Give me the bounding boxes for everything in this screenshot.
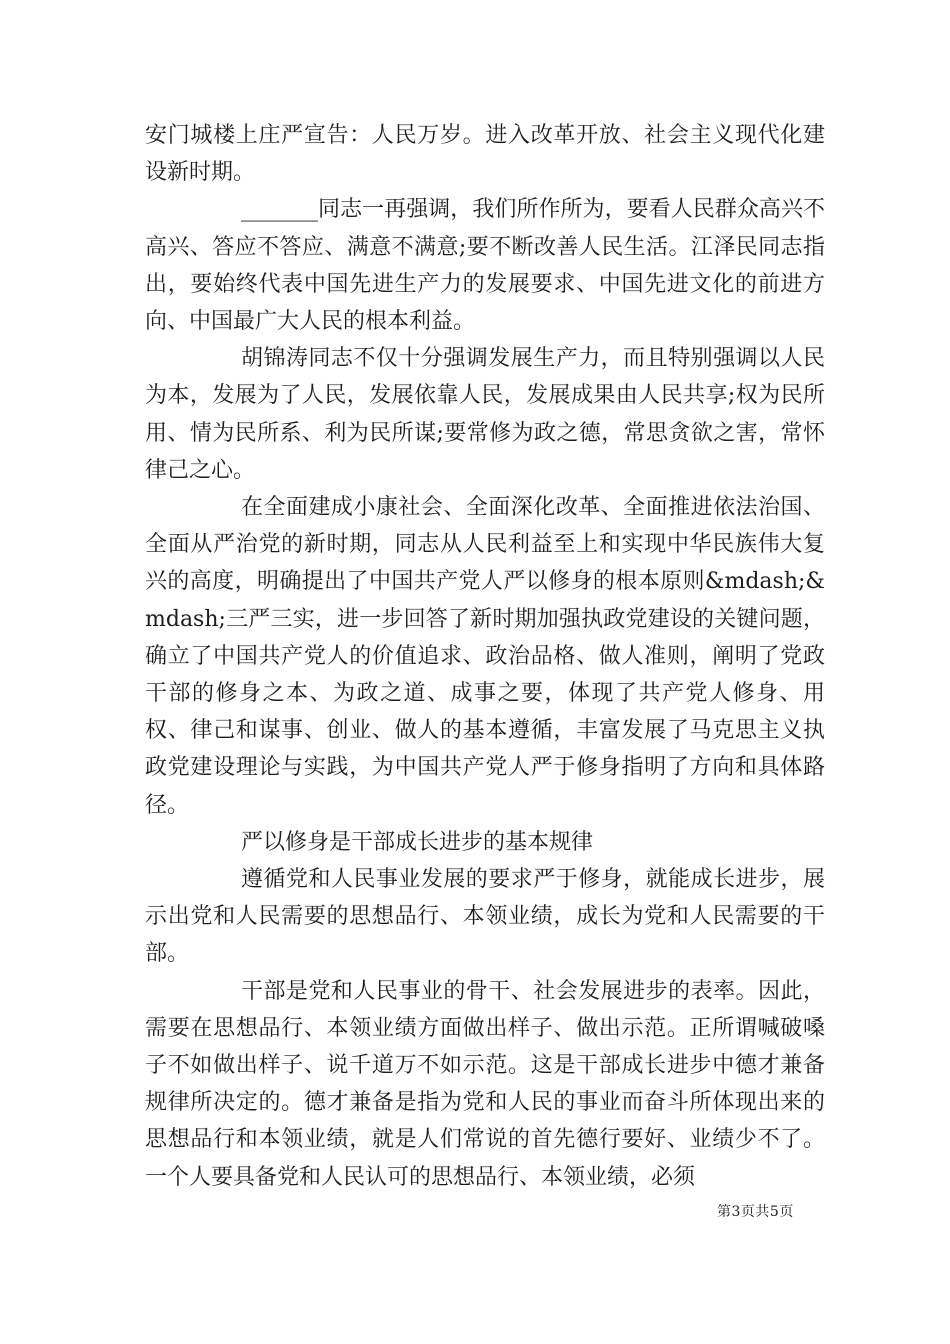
- paragraph-5: 遵循党和人民事业发展的要求严于修身，就能成长进步，展示出党和人民需要的思想品行、本领业绩，成长为党和人民需要的干部。: [145, 867, 825, 967]
- paragraph-1: 安门城楼上庄严宣告：人民万岁。进入改革开放、社会主义现代化建设新时期。: [145, 123, 825, 186]
- paragraph-4: 在全面建成小康社会、全面深化改革、全面推进依法治国、全面从严治党的新时期，同志从人民利益至上和实现中华民族伟大复兴的高度，明确提出了中国共产党人严以修身的根本原则&mdash;&mdash;三严三实，进一步回答了新时期加强执政党建设的关键问题，确立了中国共产党人的价值追求、政治品格、做人准则，阐明了党政干部的修身之本、为政之道、成事之要，体现了共产党人修身、用权、律己和谋事、创业、做人的基本遵循，丰富发展了马克思主义执政党建设理论与实践，为中国共产党人严于修身指明了方向和具体路径。: [145, 495, 825, 818]
- paragraph-3: 胡锦涛同志不仅十分强调发展生产力，而且特别强调以人民为本，发展为了人民，发展依靠人民，发展成果由人民共享;权为民所用、情为民所系、利为民所谋;要常修为政之德，常思贪欲之害，常怀律己之心。: [145, 346, 825, 483]
- page-number-footer: 第3页共5页: [717, 1204, 794, 1220]
- paragraph-2: _______同志一再强调，我们所作所为，要看人民群众高兴不高兴、答应不答应、满意不满意;要不断改善人民生活。江泽民同志指出，要始终代表中国先进生产力的发展要求、中国先进文化的前进方向、中国最广大人民的根本利益。: [145, 197, 825, 335]
- document-body: [145, 117, 825, 1196]
- section-heading: 严以修身是干部成长进步的基本规律: [241, 829, 594, 855]
- paragraph-6: 干部是党和人民事业的骨干、社会发展进步的表率。因此，需要在思想品行、本领业绩方面做出样子、做出示范。正所谓喊破嗓子不如做出样子、说千道万不如示范。这是干部成长进步中德才兼备规律所决定的。德才兼备是指为党和人民的事业而奋斗所体现出来的思想品行和本领业绩，就是人们常说的首先德行要好、业绩少不了。一个人要具备党和人民认可的思想品行、本领业绩，必须: [145, 978, 825, 1190]
